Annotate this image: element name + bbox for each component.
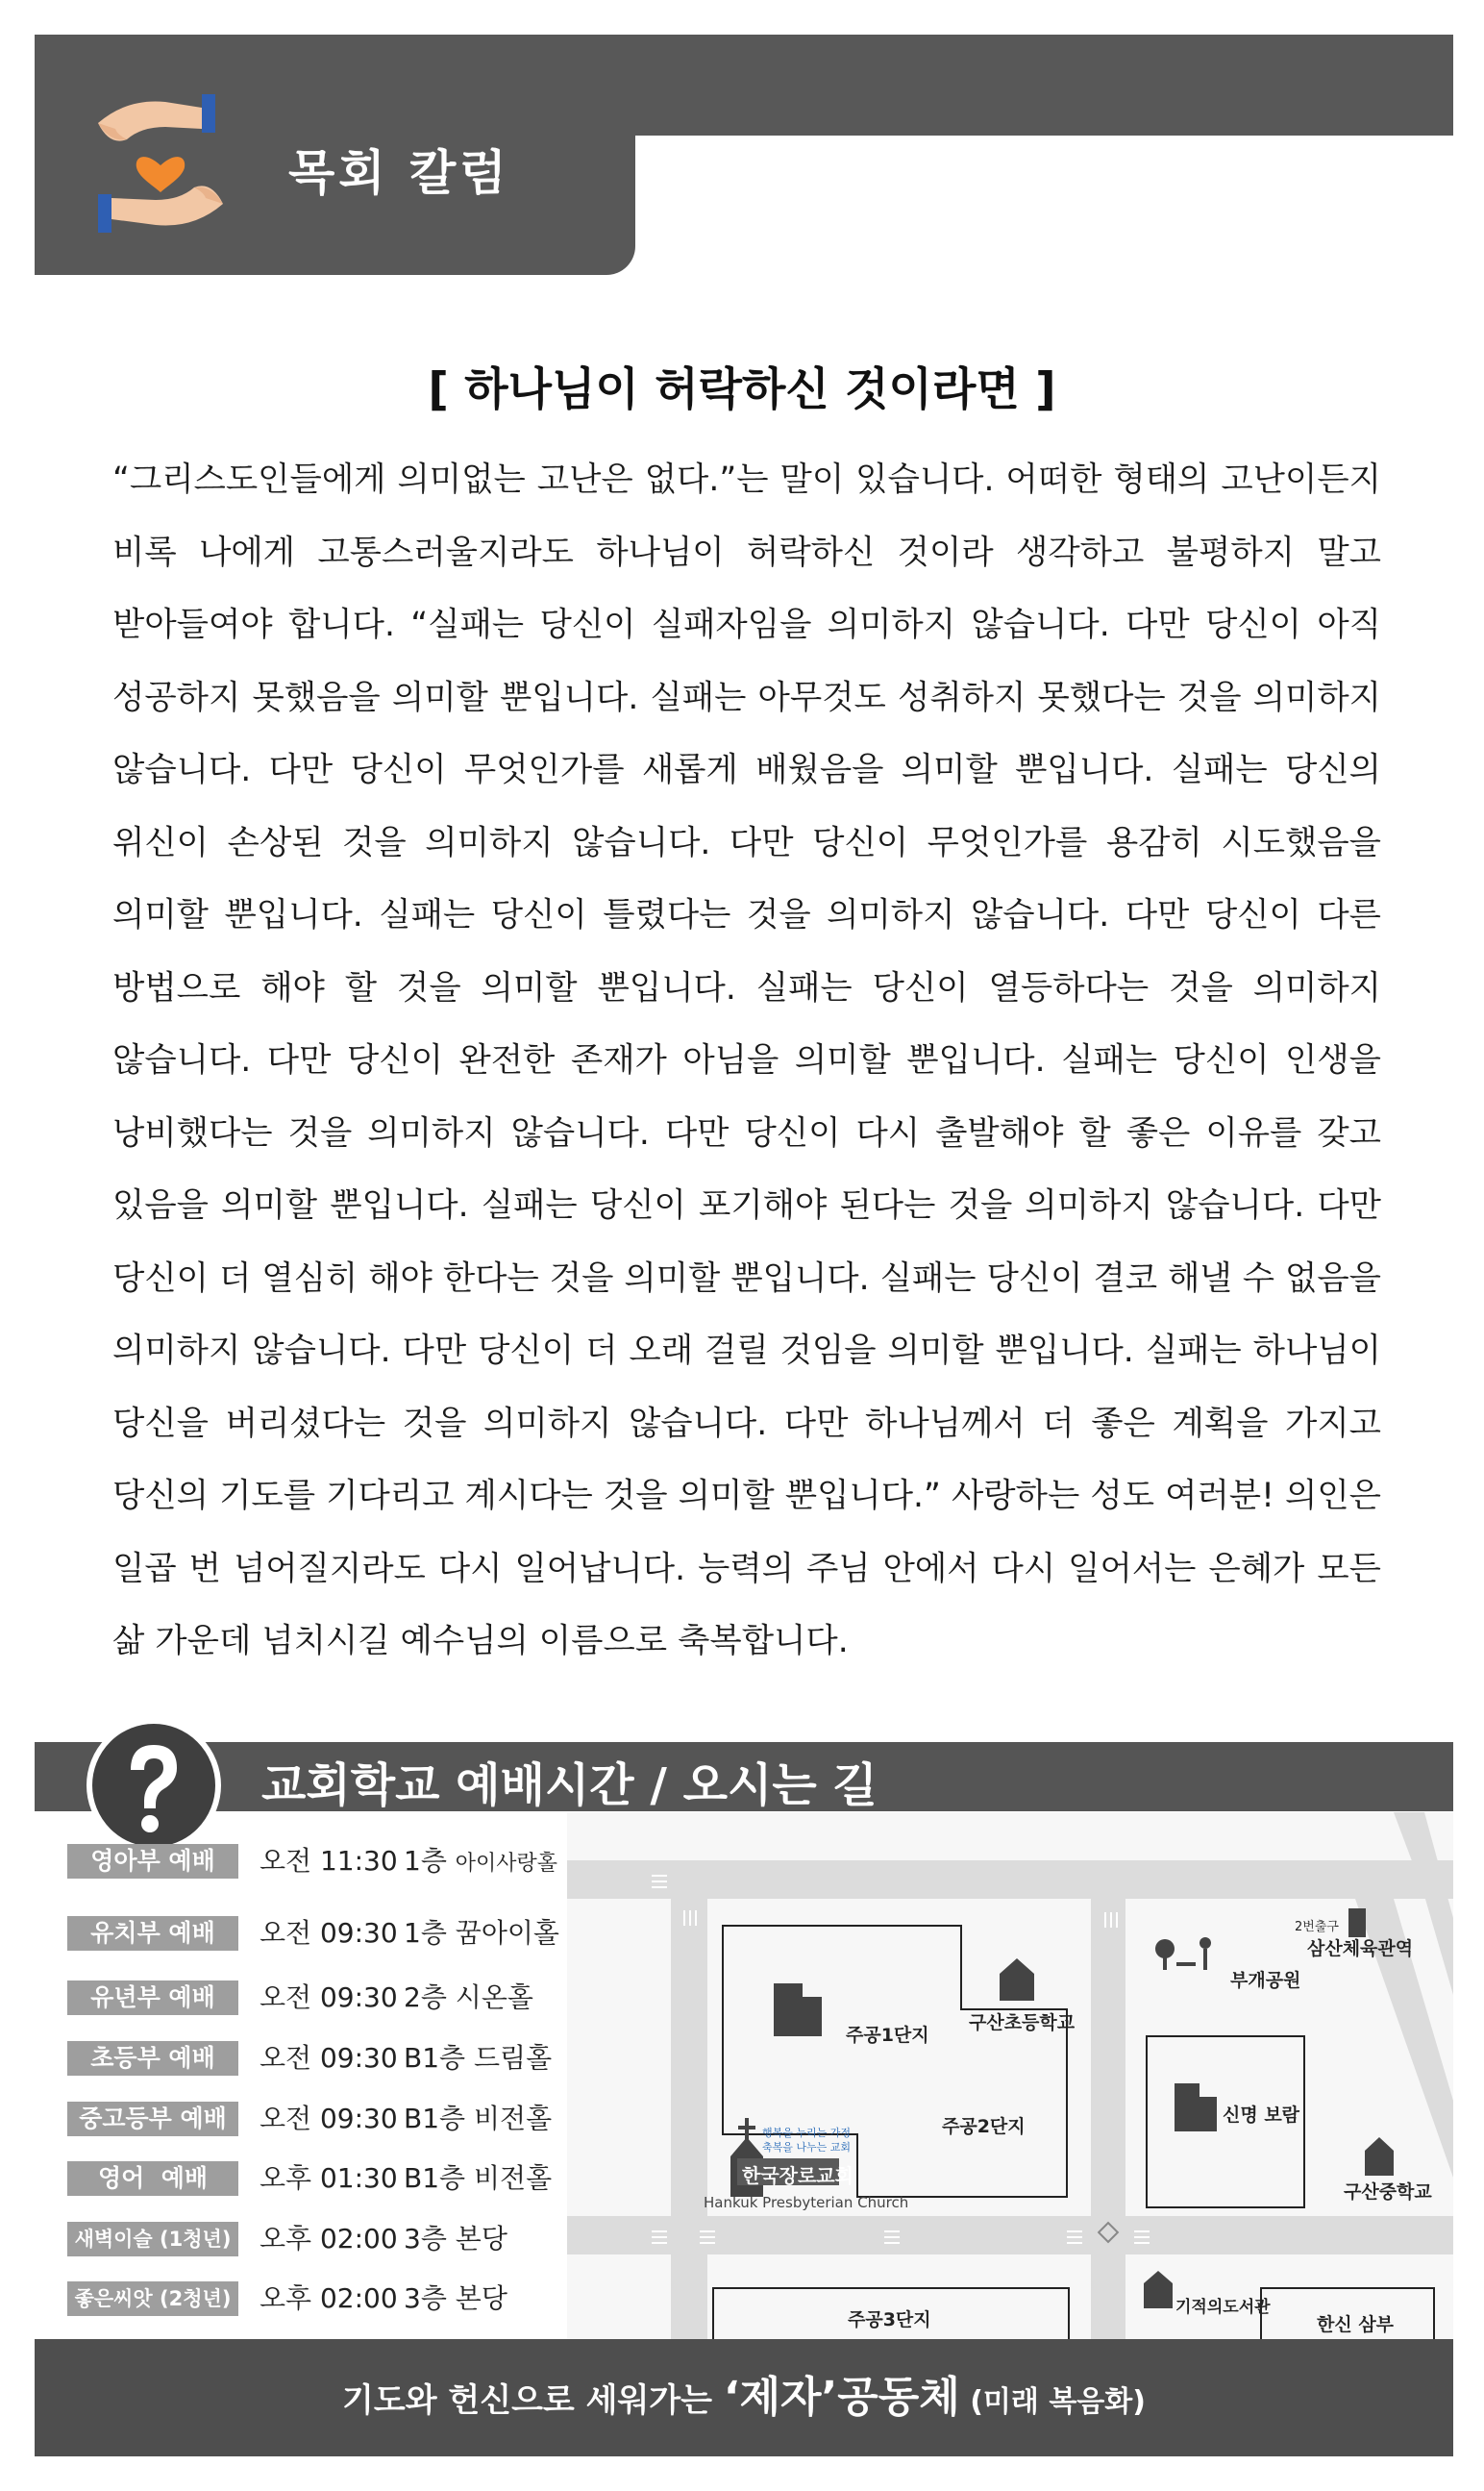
room-floor: 3층 bbox=[404, 2282, 447, 2314]
service-time: 오전 11:30 bbox=[260, 1845, 398, 1877]
schedule-row bbox=[67, 2222, 586, 2258]
section-title: 교회학교 예배시간 / 오시는 길 bbox=[261, 1758, 878, 1812]
room-floor: B1층 bbox=[404, 2103, 466, 2134]
map-label-church-name: 한국장로교회 bbox=[742, 2164, 853, 2187]
service-room bbox=[404, 2161, 552, 2196]
map-label-exit: 2번출구 bbox=[1295, 1920, 1339, 1934]
map-label-middle-school: 구산중학교 bbox=[1344, 2181, 1432, 2203]
dept-badge: 초등부 예배 bbox=[67, 2041, 238, 2076]
map-label-elementary: 구산초등학교 bbox=[969, 2012, 1076, 2033]
question-badge bbox=[87, 1718, 221, 1853]
map-label-apt1: 주공1단지 bbox=[846, 2025, 929, 2046]
dept-badge: 좋은씨앗 (2청년) bbox=[67, 2281, 238, 2316]
dept-badge: 유년부 예배 bbox=[67, 1980, 238, 2015]
map-label-gym-station: 삼산체육관역 bbox=[1307, 1938, 1414, 1959]
directions-map bbox=[567, 1812, 1453, 2339]
hands-heart-icon bbox=[88, 87, 233, 240]
room-floor: B1층 bbox=[404, 2042, 466, 2074]
schedule-row bbox=[67, 1916, 586, 1953]
dept-badge: 유치부 예배 bbox=[67, 1916, 238, 1951]
map-label-church-slogan-1: 행복을 누리는 가정 bbox=[762, 2127, 852, 2139]
room-floor: 1층 bbox=[404, 1917, 447, 1949]
map-label-library: 기적의도서관 bbox=[1175, 2298, 1271, 2317]
service-room bbox=[404, 2222, 507, 2256]
room-name: 비전홀 bbox=[473, 2103, 553, 2134]
question-mark-icon bbox=[92, 1724, 215, 1847]
room-floor: B1층 bbox=[404, 2162, 466, 2194]
schedule-row bbox=[67, 1844, 586, 1881]
service-time: 오후 02:00 bbox=[260, 2282, 398, 2314]
room-name: 드림홀 bbox=[473, 2042, 553, 2074]
column-title: [ 하나님이 허락하신 것이라면 ] bbox=[428, 363, 1056, 416]
map-label-church-english: Hankuk Presbyterian Church bbox=[704, 2194, 909, 2211]
map-label-church-slogan-2: 축복을 나누는 교회 bbox=[762, 2141, 852, 2154]
service-room bbox=[404, 1844, 557, 1881]
footer-highlight: ‘제자’ bbox=[723, 2373, 838, 2422]
service-time: 오전 09:30 bbox=[260, 1981, 398, 2013]
service-room bbox=[404, 2102, 552, 2136]
service-time: 오전 09:30 bbox=[260, 2042, 398, 2074]
room-name: 시온홀 bbox=[455, 1981, 533, 2013]
dept-badge: 영어 예배 bbox=[67, 2161, 238, 2196]
dept-badge: 영아부 예배 bbox=[67, 1844, 238, 1879]
service-time: 오후 02:00 bbox=[260, 2223, 398, 2254]
footer-prefix: 기도와 헌신으로 세워가는 bbox=[342, 2381, 724, 2420]
room-name: 본당 bbox=[455, 2282, 507, 2314]
footer-middle: 공동체 bbox=[837, 2373, 960, 2422]
schedule-row bbox=[67, 1980, 586, 2017]
room-floor: 2층 bbox=[404, 1981, 447, 2013]
service-room bbox=[404, 1980, 533, 2015]
room-floor: 1층 bbox=[404, 1845, 447, 1877]
service-room bbox=[404, 1916, 559, 1951]
service-room bbox=[404, 2281, 507, 2316]
schedule-row bbox=[67, 2161, 586, 2198]
header-title: 목회 칼럼 bbox=[288, 145, 510, 201]
map-roads bbox=[567, 1812, 1453, 2339]
column-body: “그리스도인들에게 의미없는 고난은 없다.”는 말이 있습니다. 어떠한 형태의 고난이든지 비록 나에게 고통스러울지라도 하나님이 허락하신 것이라 생각하고 불평하지 말고 받아들여야 합니다. “실패는 당신이 실패자임을 의미하지 않습니다. 다만 당신이 아직 성공하지 못했음을 의미할 뿐입니다. 실패는 아무것도 성취하지 못했다는 것을 의미하지 않습니다. 다만 당신이 무엇인가를 새롭게 배웠음을 의미할 뿐입니다. 실패는 당신의 위신이 손상된 것을 의미하지 않습니다. 다만 당신이 무엇인가를 용감히 시도했음을 의미할 뿐입니다. 실패는 당신이 틀렸다는 것을 의미하지 않습니다. 다만 당신이 다른 방법으로 해야 할 것을 의미할 뿐입니다. 실패는 당신이 열등하다는 것을 의미하지 않습니다. 다만 당신이 완전한 존재가 아님을 의미할 뿐입니다. 실패는 당신이 인생을 낭비했다는 것을 의미하지 않습니다. 다만 당신이 다시 출발해야 할 좋은 이유를 갖고 있음을 의미할 뿐입니다. 실패는 당신이 포기해야 된다는 것을 의미하지 않습니다. 다만 당신이 더 열심히 해야 한다는 것을 의미할 뿐입니다. 실패는 당신이 결코 해낼 수 없음을 의미하지 않습니다. 다만 당신이 더 오래 걸릴 것임을 의미할 뿐입니다. 실패는 하나님이 당신을 버리셨다는 것을 의미하지 않습니다. 다만 하나님께서 더 좋은 계획을 가지고 당신의 기도를 기다리고 계시다는 것을 의미할 뿐입니다.” 사랑하는 성도 여러분! 의인은 일곱 번 넘어질지라도 다시 일어납니다. 능력의 주님 안에서 다시 일어서는 은혜가 모든 삶 가운데 넘치시길 예수님의 이름으로 축복합니다. bbox=[112, 461, 1381, 1660]
dept-badge: 새벽이슬 (1청년) bbox=[67, 2222, 238, 2256]
map-label-park: 부개공원 bbox=[1230, 1970, 1301, 1991]
map-label-apt3: 주공3단지 bbox=[848, 2309, 931, 2330]
service-time: 오후 01:30 bbox=[260, 2162, 398, 2194]
map-label-apt2: 주공2단지 bbox=[942, 2116, 1026, 2137]
room-name: 꿈아이홀 bbox=[455, 1917, 559, 1949]
service-time: 오전 09:30 bbox=[260, 2103, 398, 2134]
room-name: 아이사랑홀 bbox=[455, 1852, 558, 1876]
room-name: 본당 bbox=[455, 2223, 507, 2254]
dept-badge: 중고등부 예배 bbox=[67, 2102, 238, 2136]
room-floor: 3층 bbox=[404, 2223, 447, 2254]
service-room bbox=[404, 2041, 552, 2076]
schedule-row bbox=[67, 2041, 586, 2078]
map-label-sinmyeong: 신명 보람 bbox=[1223, 2105, 1300, 2126]
footer-banner bbox=[35, 2339, 1453, 2456]
footer-suffix: (미래 복음화) bbox=[959, 2385, 1146, 2419]
service-time: 오전 09:30 bbox=[260, 1917, 398, 1949]
schedule-row bbox=[67, 2281, 586, 2318]
schedule-row bbox=[67, 2102, 586, 2138]
map-label-hanshin: 한신 삼부 bbox=[1317, 2314, 1395, 2335]
room-name: 비전홀 bbox=[473, 2162, 553, 2194]
